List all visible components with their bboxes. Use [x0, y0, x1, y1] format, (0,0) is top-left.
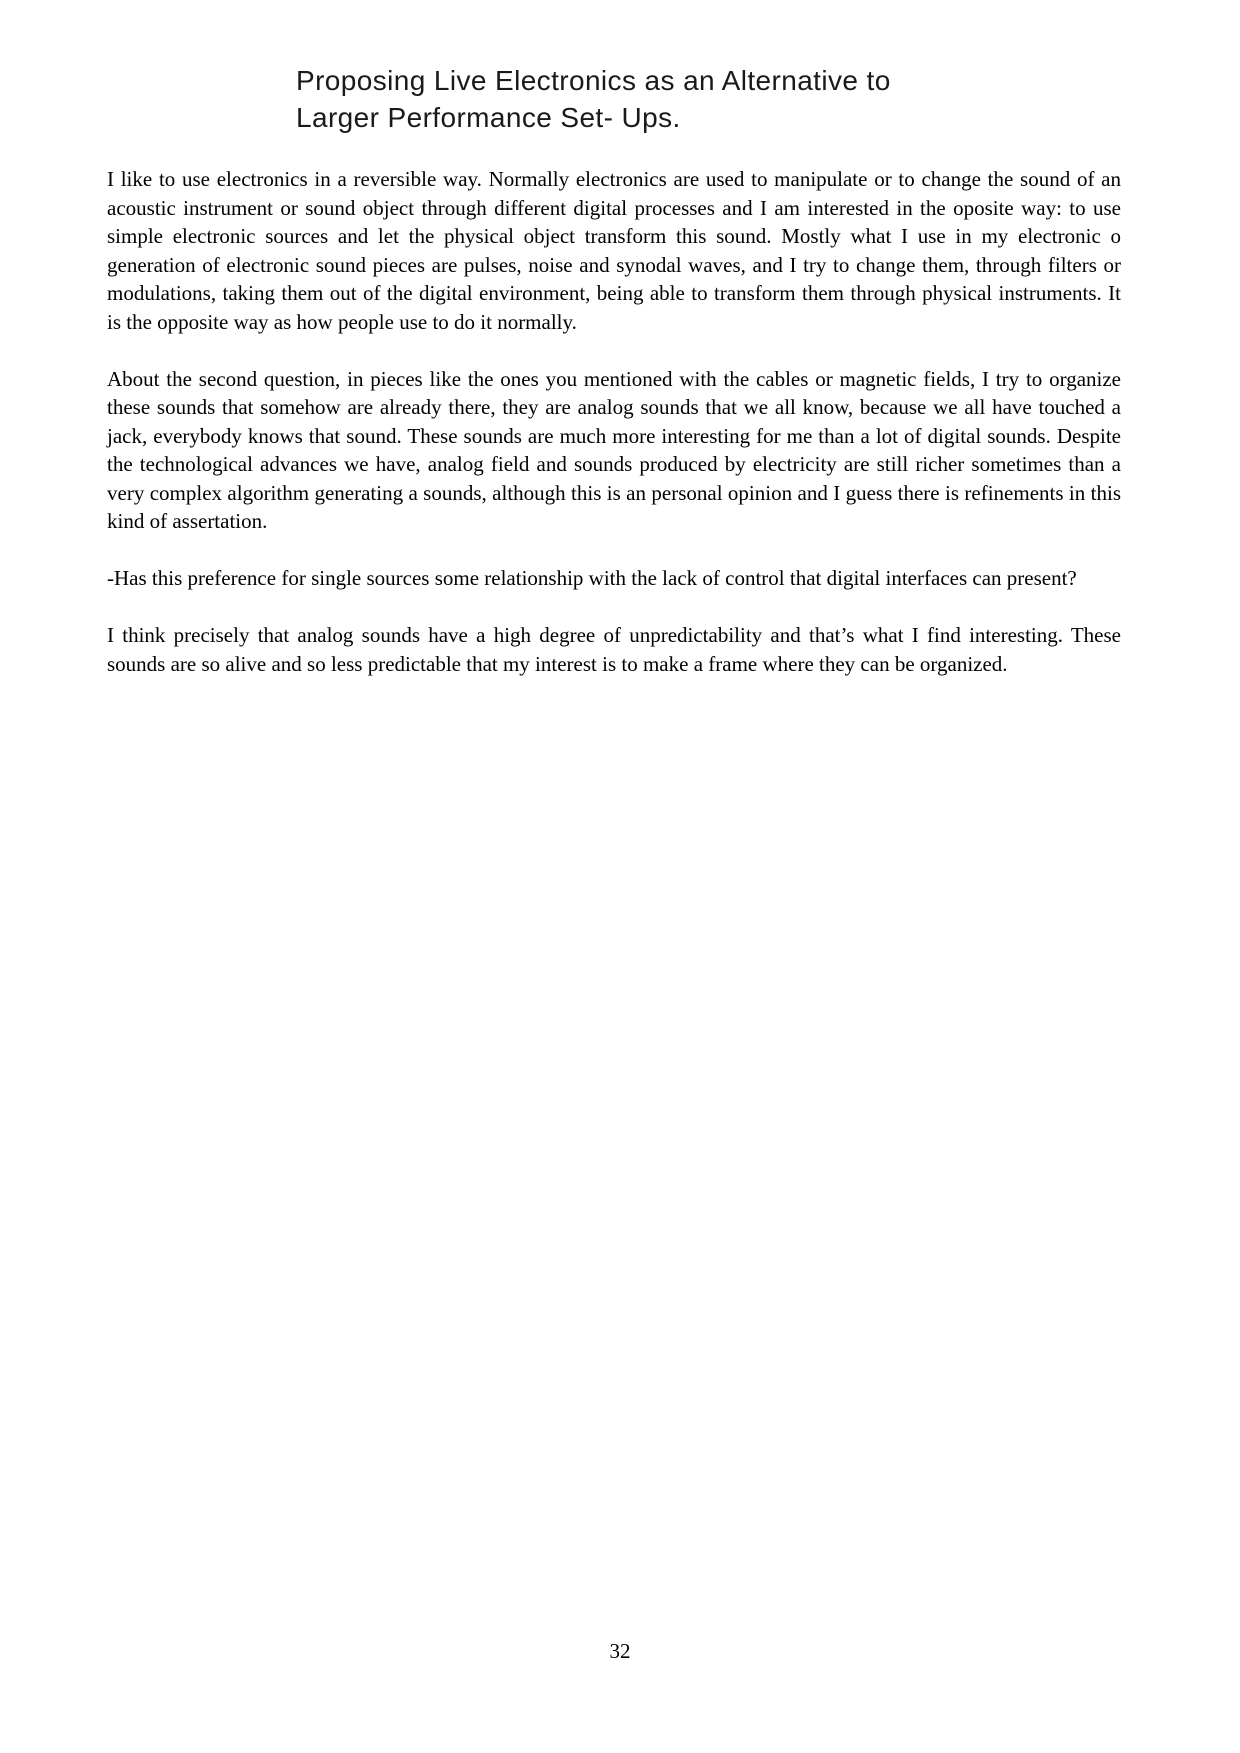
title-line-2: Larger Performance Set- Ups.: [296, 102, 681, 133]
title-line-1: Proposing Live Electronics as an Alternative to: [296, 65, 891, 96]
page-number: 32: [609, 1639, 631, 1663]
paragraph-answer-3: I think precisely that analog sounds have a high degree of unpredictability and that’s what I find interesting. These sounds are so alive and so less predictable that my interest is to make a frame where they can be organized.: [107, 623, 1121, 676]
document-title: [296, 62, 891, 136]
paragraph-question: -Has this preference for single sources some relationship with the lack of control that digital interfaces can present?: [107, 566, 1077, 590]
paragraph-answer-1: I like to use electronics in a reversible way. Normally electronics are used to manipulate or to change the sound of an acoustic instrument or sound object through different digital processes and I am interested in the oposite way: to use simple electronic sources and let the physical object transform this sound. Mostly what I use in my electronic o generation of electronic sound pieces are pulses, noise and synodal waves, and I try to change them, through filters or modulations, taking them out of the digital environment, being able to transform them through physical instruments. It is the opposite way as how people use to do it normally.: [107, 167, 1121, 334]
document-body: [107, 165, 1121, 707]
paragraph-answer-2: About the second question, in pieces like the ones you mentioned with the cables or magnetic fields, I try to organize these sounds that somehow are already there, they are analog sounds that we all know, because we all have touched a jack, everybody knows that sound. These sounds are much more interesting for me than a lot of digital sounds. Despite the technological advances we have, analog field and sounds produced by electricity are still richer sometimes than a very complex algorithm generating a sounds, although this is an personal opinion and I guess there is refinements in this kind of assertation.: [107, 366, 1121, 533]
